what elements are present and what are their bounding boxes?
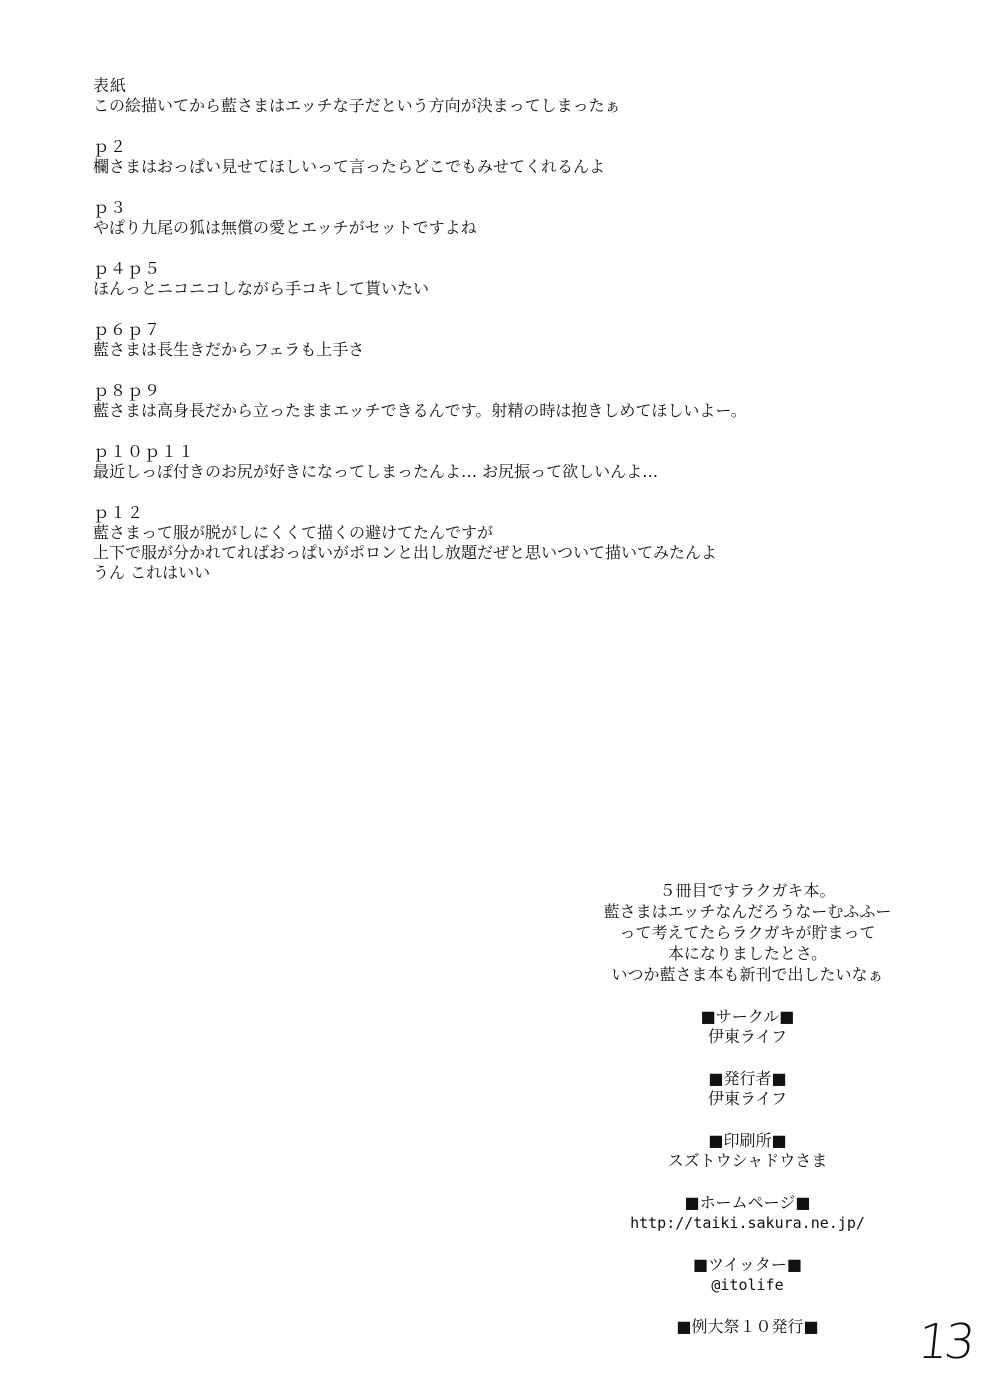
afterword-line: って考えてたらラクガキが貯まって [619,923,876,942]
note-p2 [93,137,853,177]
note-heading: ｐ３ [93,198,128,217]
credit-label: ■発行者■ [708,1069,787,1088]
note-p8-p9 [93,381,853,421]
event-line: ■例大祭１０発行■ [676,1317,819,1336]
note-cover [93,76,853,116]
credit-label: ■ホームページ■ [684,1193,811,1212]
credit-twitter [585,1255,910,1295]
note-heading: ｐ８ｐ９ [93,381,162,400]
credit-circle [585,1007,910,1047]
note-text: 欄さまはおっぱい見せてほしいって言ったらどこでもみせてくれるんよ [93,157,606,176]
note-text: うん これはいい [93,563,211,582]
credit-homepage [585,1193,910,1233]
note-p12 [93,503,853,583]
credit-label: ■ツイッター■ [692,1255,803,1274]
afterword-line: ５冊目ですラクガキ本。 [659,881,836,900]
note-text: 上下で服が分かれてればおっぱいがポロンと出し放題だぜと思いついて描いてみたんよ [93,543,718,562]
credit-value: 伊東ライフ [707,1027,788,1046]
note-heading: ｐ４ｐ５ [93,259,162,278]
afterword [585,880,910,985]
credit-printer [585,1131,910,1171]
twitter-handle: @itolife [711,1276,784,1294]
note-heading: ｐ６ｐ７ [93,320,162,339]
note-text: 藍さまって服が脱がしにくくて描くの避けてたんですが [93,523,494,542]
afterword-line: 藍さまはエッチなんだろうなーむふふー [603,902,892,921]
note-p10-p11 [93,442,853,482]
credit-value: スズトウシャドウさま [667,1151,828,1170]
note-text: やぱり九尾の狐は無償の愛とエッチがセットですよね [93,218,477,237]
note-p4-p5 [93,259,853,299]
credit-label: ■サークル■ [700,1007,795,1026]
note-heading: ｐ２ [93,137,128,156]
note-heading: ｐ１２ [93,503,145,522]
note-text: 最近しっぽ付きのお尻が好きになってしまったんよ… お尻振って欲しいんよ… [93,462,659,481]
credit-publisher [585,1069,910,1109]
note-p3 [93,198,853,238]
afterword-line: いつか藍さま本も新刊で出したいなぁ [611,965,884,984]
note-text: 藍さまは高身長だから立ったままエッチできるんです。射精の時は抱きしめてほしいよー。 [93,401,747,420]
page-notes [93,76,853,604]
page-number: 13 [915,1314,975,1370]
note-heading: ｐ１０ｐ１１ [93,442,196,461]
homepage-url: http://taiki.sakura.ne.jp/ [630,1214,865,1232]
note-text: この絵描いてから藍さまはエッチな子だという方向が決まってしまったぁ [93,96,621,115]
note-heading: 表紙 [93,76,128,95]
colophon [585,880,910,1337]
note-text: 藍さまは長生きだからフェラも上手さ [93,340,365,359]
note-text: ほんっとニコニコしながら手コキして貰いたい [93,279,430,298]
afterword-line: 本になりましたとさ。 [667,944,828,963]
credit-value: 伊東ライフ [707,1089,788,1108]
note-p6-p7 [93,320,853,360]
credit-label: ■印刷所■ [708,1131,787,1150]
